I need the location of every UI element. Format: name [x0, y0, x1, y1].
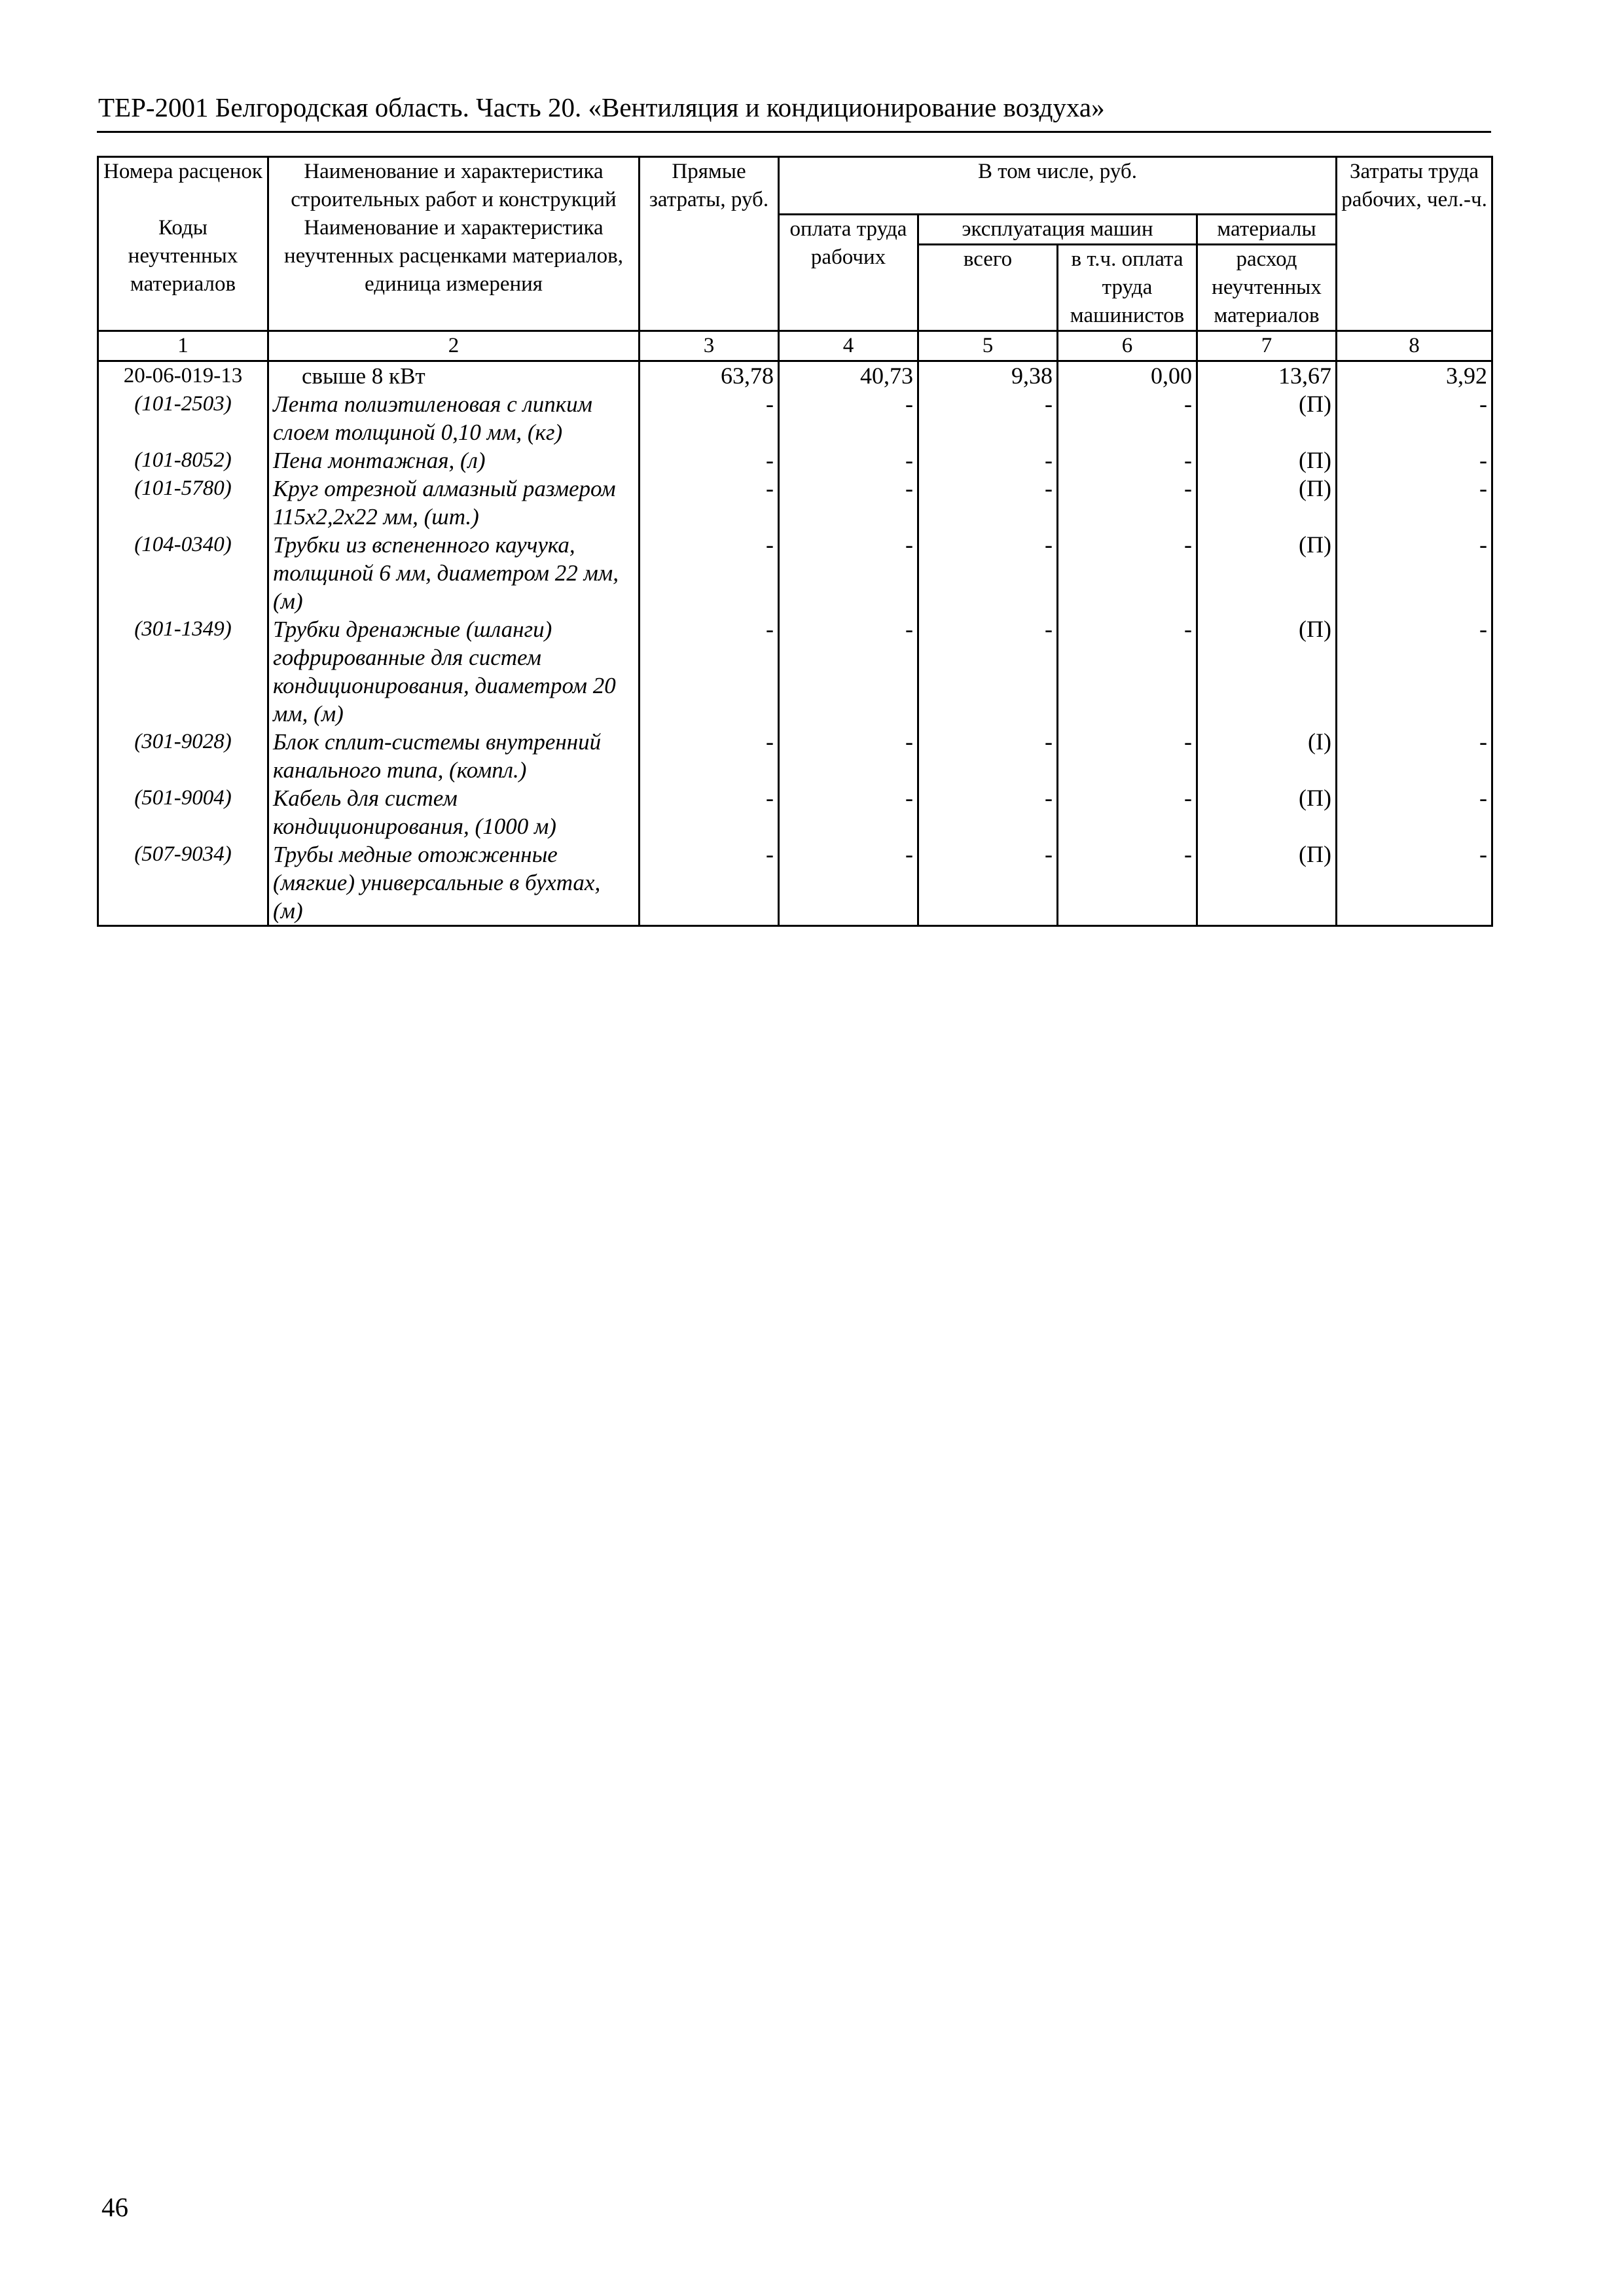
material-cell: -	[640, 475, 779, 531]
material-category: (П)	[1197, 390, 1337, 446]
column-number: 4	[779, 331, 918, 361]
material-cell: -	[640, 446, 779, 475]
column-number: 5	[918, 331, 1058, 361]
material-cell: -	[1058, 390, 1197, 446]
header-material-codes: Коды неучтенных материалов	[98, 214, 268, 331]
header-direct-costs: Прямые затраты, руб.	[640, 157, 779, 331]
material-cell: -	[918, 728, 1058, 784]
material-row	[98, 840, 1492, 926]
rate-row	[98, 361, 1492, 390]
material-cell: -	[918, 475, 1058, 531]
direct-costs-value: 63,78	[640, 361, 779, 390]
material-cell: -	[640, 390, 779, 446]
material-row	[98, 784, 1492, 840]
material-cell: -	[779, 784, 918, 840]
column-numbers-row	[98, 331, 1492, 361]
header-material-description: Наименование и характеристика неучтенных расценками материалов, единица измерения	[268, 214, 640, 331]
material-cell: -	[779, 475, 918, 531]
material-category: (П)	[1197, 446, 1337, 475]
material-row	[98, 531, 1492, 615]
material-cell: -	[1058, 840, 1197, 926]
material-category: (I)	[1197, 728, 1337, 784]
labor-pay-value: 40,73	[779, 361, 918, 390]
material-cell: -	[918, 784, 1058, 840]
material-row	[98, 615, 1492, 728]
material-cell: -	[640, 531, 779, 615]
material-cell: -	[918, 390, 1058, 446]
material-cell: -	[779, 531, 918, 615]
column-number: 3	[640, 331, 779, 361]
material-code: (101-5780)	[98, 475, 268, 531]
header-work-description: Наименование и характеристика строительных работ и конструкций	[268, 157, 640, 215]
header-unaccounted-materials: расход неучтенных материалов	[1197, 244, 1337, 331]
material-category: (П)	[1197, 531, 1337, 615]
material-cell: -	[1058, 475, 1197, 531]
header-labor-hours: Затраты труда рабочих, чел.-ч.	[1337, 157, 1492, 331]
material-name: Трубы медные отожженные (мягкие) универсальные в бухтах, (м)	[268, 840, 640, 926]
column-number: 2	[268, 331, 640, 361]
material-cell: -	[1058, 615, 1197, 728]
material-cell: -	[1337, 475, 1492, 531]
material-cell: -	[1337, 615, 1492, 728]
labor-hours-value: 3,92	[1337, 361, 1492, 390]
column-number: 1	[98, 331, 268, 361]
material-name: Трубки из вспененного каучука, толщиной 6 мм, диаметром 22 мм, (м)	[268, 531, 640, 615]
material-cell: -	[918, 531, 1058, 615]
material-category: (П)	[1197, 475, 1337, 531]
material-cell: -	[1337, 390, 1492, 446]
material-code: (507-9034)	[98, 840, 268, 926]
page-number: 46	[101, 2192, 128, 2222]
material-cell: -	[640, 728, 779, 784]
header-materials: материалы	[1197, 214, 1337, 244]
material-row	[98, 475, 1492, 531]
material-cell: -	[918, 840, 1058, 926]
material-name: Трубки дренажные (шланги) гофрированные для систем кондиционирования, диаметром 20 мм, (м)	[268, 615, 640, 728]
material-name: Кабель для систем кондиционирования, (1000 м)	[268, 784, 640, 840]
material-code: (101-8052)	[98, 446, 268, 475]
page-title: ТЕР-2001 Белгородская область. Часть 20. «Вентиляция и кондиционирование воздуха»	[98, 92, 1105, 122]
material-cell: -	[779, 446, 918, 475]
column-number: 8	[1337, 331, 1492, 361]
material-name: Круг отрезной алмазный размером 115х2,2х22 мм, (шт.)	[268, 475, 640, 531]
material-row	[98, 446, 1492, 475]
material-name: Лента полиэтиленовая с липким слоем толщиной 0,10 мм, (кг)	[268, 390, 640, 446]
material-cell: -	[779, 615, 918, 728]
material-cell: -	[640, 784, 779, 840]
material-code: (104-0340)	[98, 531, 268, 615]
material-cell: -	[779, 840, 918, 926]
material-cell: -	[918, 446, 1058, 475]
material-cell: -	[1337, 446, 1492, 475]
header-rate-numbers: Номера расценок	[98, 157, 268, 215]
machines-total-value: 9,38	[918, 361, 1058, 390]
material-cell: -	[779, 390, 918, 446]
header-machines-total: всего	[918, 244, 1058, 331]
material-row	[98, 390, 1492, 446]
material-category: (П)	[1197, 615, 1337, 728]
material-cell: -	[1058, 784, 1197, 840]
rate-code: 20-06-019-13	[98, 361, 268, 390]
material-cell: -	[1058, 531, 1197, 615]
material-name: Блок сплит-системы внутренний канального типа, (компл.)	[268, 728, 640, 784]
material-cell: -	[1058, 728, 1197, 784]
material-cell: -	[1058, 446, 1197, 475]
material-cell: -	[1337, 531, 1492, 615]
material-cell: -	[640, 840, 779, 926]
header-including: В том числе, руб.	[779, 157, 1337, 215]
column-number: 7	[1197, 331, 1337, 361]
material-code: (101-2503)	[98, 390, 268, 446]
material-category: (П)	[1197, 784, 1337, 840]
rate-name: свыше 8 кВт	[268, 361, 640, 390]
material-category: (П)	[1197, 840, 1337, 926]
material-cell: -	[918, 615, 1058, 728]
material-cell: -	[1337, 840, 1492, 926]
rates-table	[97, 156, 1493, 927]
machinist-pay-value: 0,00	[1058, 361, 1197, 390]
header-machinist-pay: в т.ч. оплата труда машинистов	[1058, 244, 1197, 331]
column-number: 6	[1058, 331, 1197, 361]
material-name: Пена монтажная, (л)	[268, 446, 640, 475]
material-row	[98, 728, 1492, 784]
material-cell: -	[779, 728, 918, 784]
material-cell: -	[640, 615, 779, 728]
material-code: (301-1349)	[98, 615, 268, 728]
materials-value: 13,67	[1197, 361, 1337, 390]
header-machine-operation: эксплуатация машин	[918, 214, 1197, 244]
material-code: (501-9004)	[98, 784, 268, 840]
header-divider	[97, 131, 1491, 133]
material-cell: -	[1337, 784, 1492, 840]
header-labor-pay: оплата труда рабочих	[779, 214, 918, 331]
material-cell: -	[1337, 728, 1492, 784]
material-code: (301-9028)	[98, 728, 268, 784]
